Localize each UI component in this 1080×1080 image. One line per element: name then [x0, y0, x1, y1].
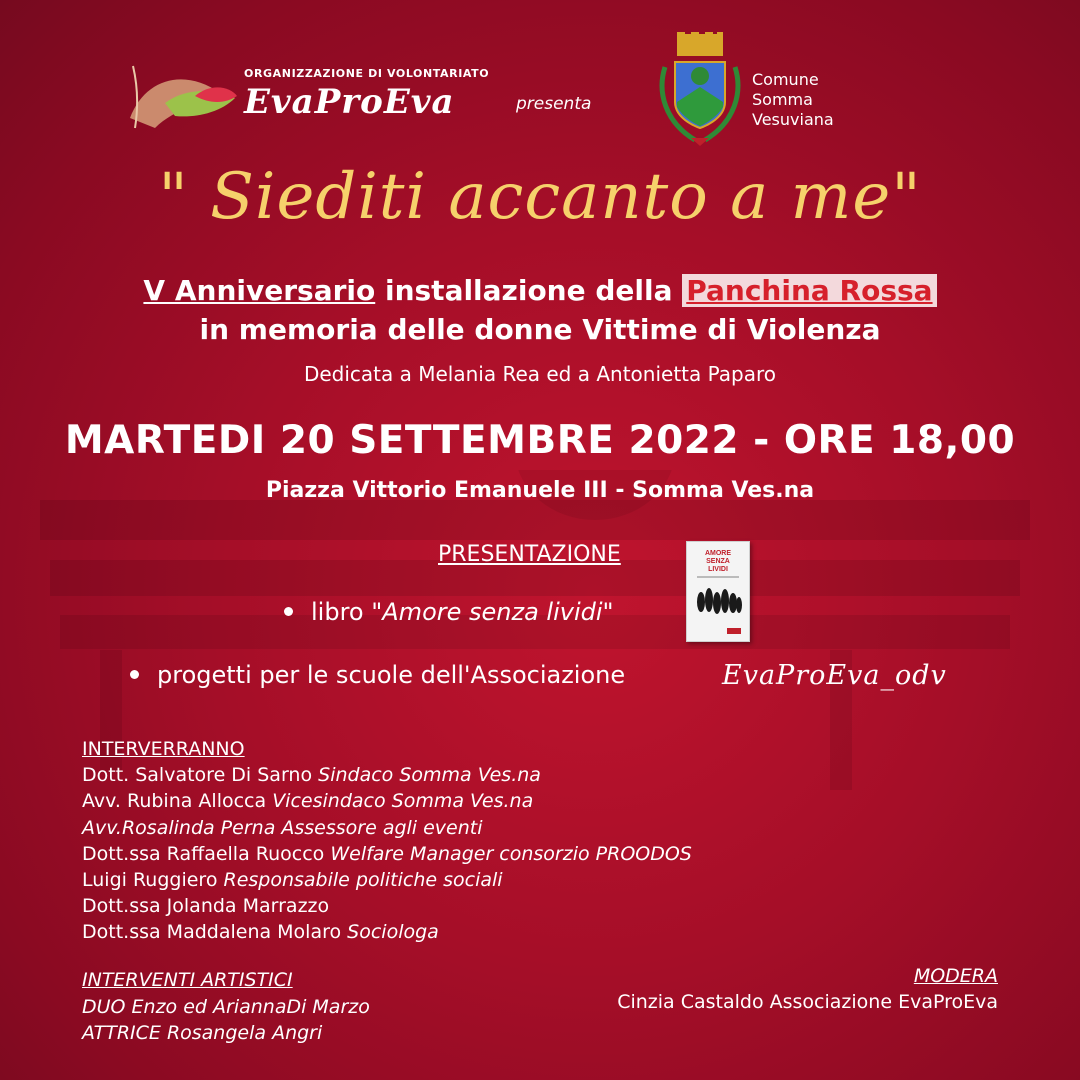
- book-prefix: libro ": [311, 598, 383, 626]
- comune-line-2: Somma: [752, 90, 813, 109]
- subtitle-line-2: in memoria delle donne Vittime di Violenza: [199, 313, 881, 346]
- speaker-name: Avv. Rubina Allocca: [82, 790, 273, 813]
- moderator-name: Cinzia Castaldo Associazione EvaProEva: [617, 991, 998, 1013]
- speaker-role: Responsabile politiche sociali: [223, 869, 503, 892]
- book-title-line-3: LIVIDI: [708, 566, 728, 573]
- book-title-line-2: SENZA: [706, 558, 730, 565]
- presentation-item-book: [284, 598, 614, 626]
- panchina-rossa-highlight: Panchina Rossa: [682, 274, 936, 307]
- projects-text: progetti per le scuole dell'Associazione: [157, 661, 626, 689]
- speaker-row: [82, 762, 692, 788]
- speaker-role: Sindaco Somma Ves.na: [318, 764, 541, 787]
- book-cover-icon: [687, 542, 749, 641]
- anniversary-text: V Anniversario: [143, 274, 376, 307]
- speaker-role: Avv.Rosalinda Perna Assessore agli eventi: [82, 816, 483, 839]
- speaker-row: [82, 919, 692, 945]
- book-cover-image: [686, 541, 750, 642]
- presentation-heading: PRESENTAZIONE: [438, 542, 621, 567]
- evaproeva-odv-logo: EvaProEva_odv: [722, 660, 947, 691]
- speaker-name: Dott.ssa Raffaella Ruocco: [82, 842, 331, 865]
- moderator-block: [617, 963, 998, 1015]
- speaker-row: [82, 893, 692, 919]
- speaker-name: Dott.ssa Jolanda Marrazzo: [82, 895, 330, 918]
- speaker-row: [82, 867, 692, 893]
- book-title-line-1: AMORE: [704, 550, 732, 557]
- speaker-name: Dott.ssa Maddalena Molaro: [82, 921, 348, 944]
- presenta-label: presenta: [516, 94, 592, 114]
- comune-line-1: Comune: [752, 70, 819, 89]
- speaker-role: Sociologa: [347, 921, 439, 944]
- event-title: " Siediti accanto a me": [158, 160, 922, 234]
- installation-text: installazione della: [375, 274, 683, 307]
- book-suffix: ": [602, 598, 614, 626]
- speaker-role: Welfare Manager consorzio PROODOS: [330, 842, 692, 865]
- artistic-heading: INTERVENTI ARTISTICI: [82, 969, 293, 991]
- event-date: MARTEDI 20 SETTEMBRE 2022 - ORE 18,00: [64, 418, 1016, 463]
- artistic-item: DUO Enzo ed AriannaDi Marzo: [82, 995, 370, 1018]
- dedication: Dedicata a Melania Rea ed a Antonietta Paparo: [303, 362, 777, 386]
- org-name: EvaProEva: [244, 82, 455, 122]
- presentation-item-projects: [130, 661, 625, 689]
- comune-line-3: Vesuviana: [752, 110, 834, 129]
- artistic-item: ATTRICE Rosangela Angri: [82, 1022, 323, 1044]
- speakers-list: [82, 736, 692, 946]
- event-place: Piazza Vittorio Emanuele III - Somma Ves.na: [265, 478, 815, 503]
- speaker-row: [82, 841, 692, 867]
- comune-crest-icon: [655, 32, 745, 150]
- moderator-heading: MODERA: [913, 965, 998, 987]
- comune-name: [752, 70, 834, 130]
- speaker-row: [82, 788, 692, 814]
- org-tagline: ORGANIZZAZIONE DI VOLONTARIATO: [244, 67, 490, 80]
- bullet-icon: [130, 670, 139, 679]
- speaker-row: [82, 815, 692, 841]
- speaker-role: Vicesindaco Somma Ves.na: [272, 790, 534, 813]
- speaker-name: Dott. Salvatore Di Sarno: [82, 764, 319, 787]
- artistic-list: [82, 967, 370, 1047]
- speaker-name: Luigi Ruggiero: [82, 869, 224, 892]
- speakers-heading: INTERVERRANNO: [82, 738, 245, 760]
- bullet-icon: [284, 607, 293, 616]
- book-title: Amore senza lividi: [382, 598, 603, 626]
- subtitle-line-1: [0, 274, 1080, 307]
